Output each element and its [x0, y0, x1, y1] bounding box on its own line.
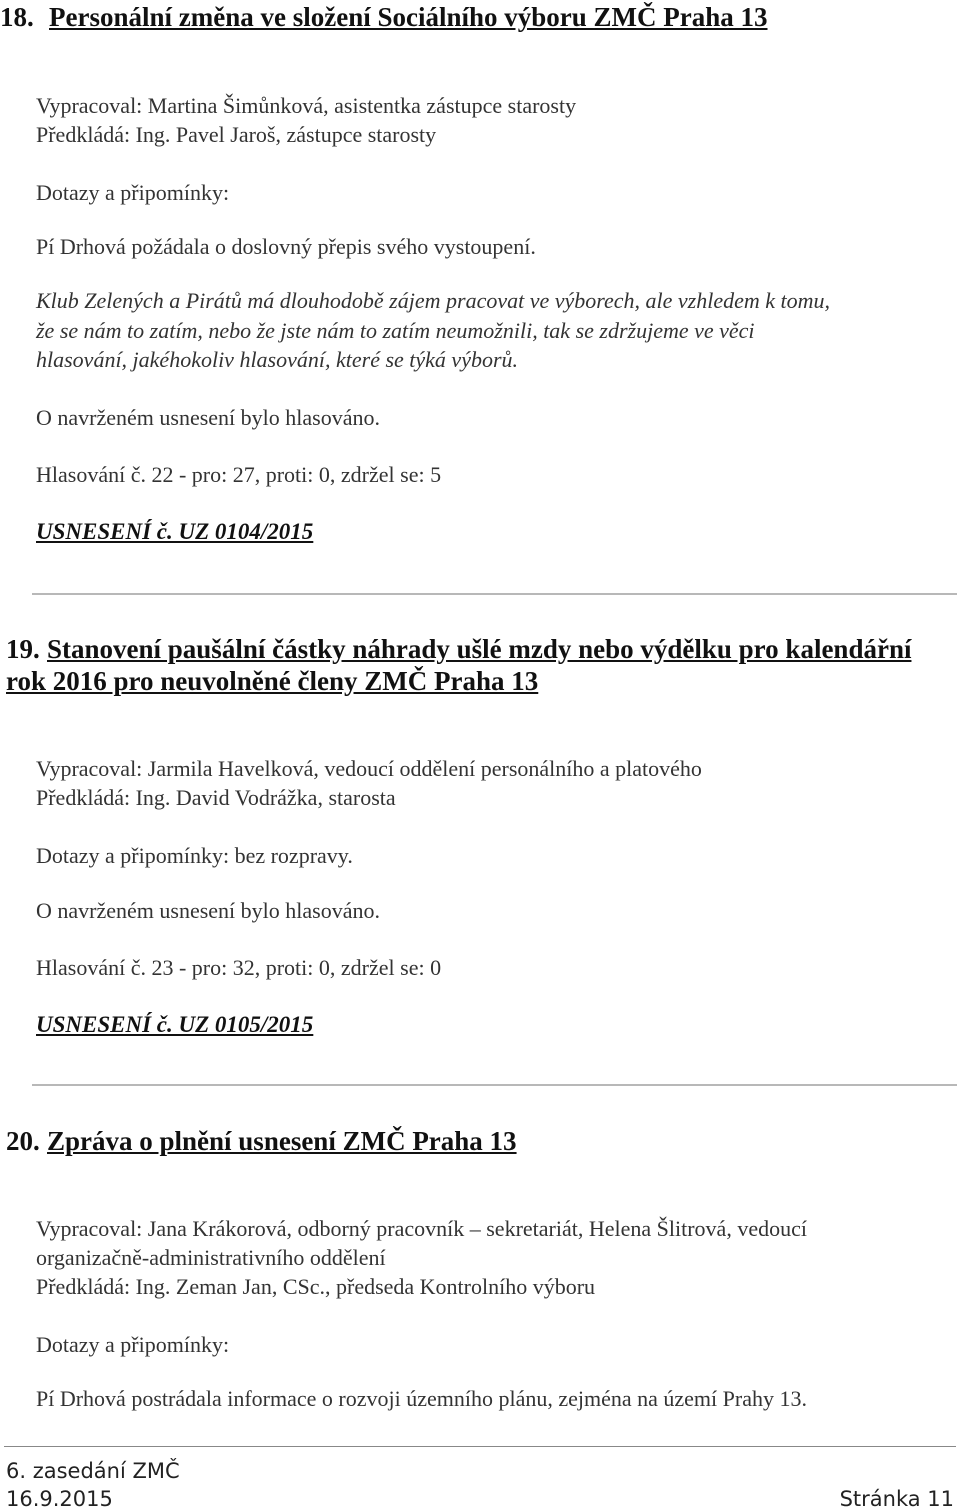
- section-20-comment: Pí Drhová postrádala informace o rozvoji územního plánu, zejména na území Prahy 13.: [36, 1386, 807, 1411]
- section-18-number: 18.: [0, 2, 34, 32]
- footer-date: 16.9.2015: [6, 1487, 113, 1511]
- section-19-number: 19.: [6, 634, 40, 664]
- section-divider: [32, 593, 957, 595]
- section-18-prepared-by: Vypracoval: Martina Šimůnková, asistentka zástupce starosty: [36, 93, 577, 118]
- section-18-presented-by: Předkládá: Ing. Pavel Jaroš, zástupce starosty: [36, 122, 437, 147]
- section-18-questions-label: Dotazy a připomínky:: [36, 180, 230, 205]
- section-20-number: 20.: [6, 1126, 40, 1156]
- footer-session: 6. zasedání ZMČ: [6, 1459, 180, 1483]
- section-18-voted: O navrženém usnesení bylo hlasováno.: [36, 405, 380, 430]
- section-19-vote-result: Hlasování č. 23 - pro: 32, proti: 0, zdržel se: 0: [36, 955, 442, 980]
- section-20-questions-label: Dotazy a připomínky:: [36, 1332, 230, 1357]
- section-18-quote-line: hlasování, jakéhokoliv hlasování, které se týká výborů.: [36, 347, 519, 372]
- section-20-title: Zpráva o plnění usnesení ZMČ Praha 13: [47, 1126, 517, 1156]
- section-19-voted: O navrženém usnesení bylo hlasováno.: [36, 898, 380, 923]
- section-18-quote-line: Klub Zelených a Pirátů má dlouhodobě zájem pracovat ve výborech, ale vzhledem k tomu,: [36, 288, 831, 313]
- section-19-presented-by: Předkládá: Ing. David Vodrážka, starosta: [36, 785, 396, 810]
- section-20-presented-by: Předkládá: Ing. Zeman Jan, CSc., předseda Kontrolního výboru: [36, 1274, 596, 1299]
- section-19-resolution: USNESENÍ č. UZ 0105/2015: [36, 1012, 314, 1037]
- section-18-request: Pí Drhová požádala o doslovný přepis svého vystoupení.: [36, 234, 536, 259]
- section-20-prepared-by-continued: organizačně-administrativního oddělení: [36, 1245, 386, 1270]
- section-18-resolution: USNESENÍ č. UZ 0104/2015: [36, 519, 314, 544]
- footer-rule: [4, 1446, 956, 1447]
- section-19-prepared-by: Vypracoval: Jarmila Havelková, vedoucí oddělení personálního a platového: [36, 756, 702, 781]
- section-divider: [32, 1084, 957, 1086]
- section-18-title: Personální změna ve složení Sociálního výboru ZMČ Praha 13: [49, 2, 768, 32]
- section-20-prepared-by: Vypracoval: Jana Krákorová, odborný pracovník – sekretariát, Helena Šlitrová, vedoucí: [36, 1216, 807, 1241]
- footer-page-number: Stránka 11: [839, 1487, 954, 1511]
- section-19-questions: Dotazy a připomínky: bez rozpravy.: [36, 843, 353, 868]
- section-18-quote-line: že se nám to zatím, nebo že jste nám to zatím neumožnili, tak se zdržujeme ve věci: [36, 318, 755, 343]
- section-18-vote-result: Hlasování č. 22 - pro: 27, proti: 0, zdržel se: 5: [36, 462, 442, 487]
- section-19-title: Stanovení paušální částky náhrady ušlé mzdy nebo výdělku pro kalendářní: [47, 634, 912, 664]
- section-19-title-continued: rok 2016 pro neuvolněné členy ZMČ Praha 13: [6, 666, 539, 696]
